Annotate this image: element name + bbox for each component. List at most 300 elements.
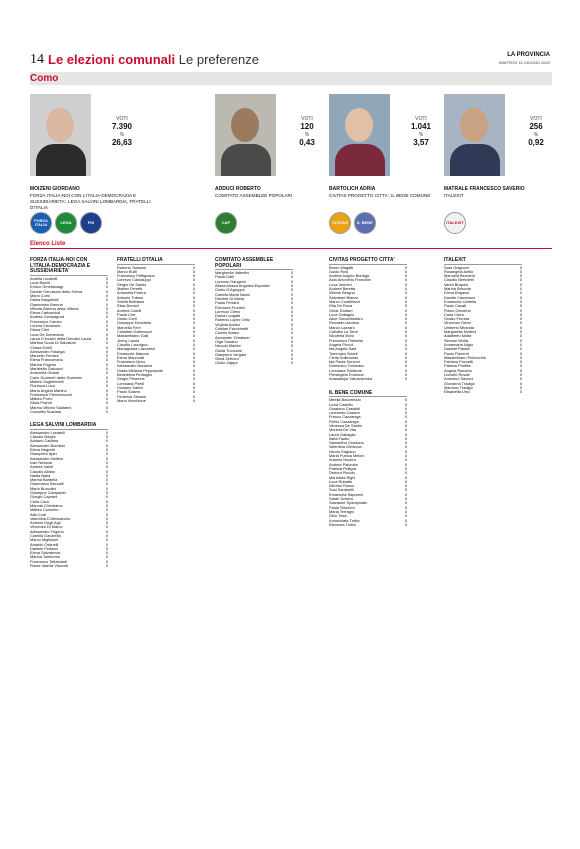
votes-value: 256 (529, 122, 543, 131)
lists-heading: Elenco Liste (30, 241, 66, 247)
candidate-name: Francesco Piermarocchi (30, 392, 72, 397)
candidate-name: Antonella Putera (117, 291, 146, 296)
il-bene-comune-logo-icon: IL BENE (354, 212, 376, 234)
candidate-name: Valentina D'Alessandro (30, 516, 71, 521)
preference-votes: 0 (192, 299, 195, 304)
candidate-name: Alfa Corti (30, 512, 46, 517)
preference-votes: 0 (105, 289, 108, 294)
candidate-name: Maria Terragni (329, 509, 354, 514)
preference-votes: 0 (290, 318, 293, 323)
candidate-name: Vittoria Brenna detta Vittoria (30, 306, 79, 311)
pct-value: 26,63 (111, 138, 133, 147)
preference-votes: 0 (105, 465, 108, 470)
preference-votes: 0 (404, 398, 407, 403)
candidate-name: Nicoletta Moro (329, 334, 355, 339)
candidate-name: Silvia Prandi (30, 401, 52, 406)
preference-votes: 0 (105, 358, 108, 363)
candidate-name: Amelia Locatelli (30, 276, 58, 281)
preference-votes: 0 (404, 423, 407, 428)
candidate-name: Maristella Galcozzi (30, 367, 63, 372)
preference-votes: 0 (519, 368, 522, 373)
candidate-photo (329, 94, 390, 176)
candidate-name: Matteo Porro (30, 397, 53, 402)
list-title: CIVITAS PROGETTO CITTA' (329, 258, 407, 265)
preference-votes: 0 (404, 402, 407, 407)
preference-votes: 0 (105, 293, 108, 298)
preference-votes: 0 (519, 269, 522, 274)
candidate-name: Nadia Baba (30, 473, 51, 478)
candidate-name: Alexander Greatson (215, 335, 250, 340)
preference-votes: 0 (404, 436, 407, 441)
preference-votes: 0 (192, 287, 195, 292)
candidate-name: Diana Bargellotti (30, 298, 59, 303)
candidate-name: Alessandro Nardone (117, 364, 153, 369)
votes-label: VOTI (415, 116, 427, 122)
preference-votes: 0 (105, 328, 108, 333)
candidate-name: Salvatore Spampinato (329, 501, 368, 506)
preference-votes: 0 (105, 542, 108, 547)
candidate-name: Elisabetta Urso (444, 390, 471, 395)
votes-label: VOTI (301, 116, 313, 122)
candidate-name: Annunziata Trotta (329, 518, 360, 523)
preference-votes: 0 (404, 373, 407, 378)
preference-votes: 0 (105, 525, 108, 530)
preference-votes: 0 (192, 295, 195, 300)
preference-votes: 0 (404, 299, 407, 304)
votes-value: 7.390 (111, 122, 133, 131)
preference-votes: 0 (519, 334, 522, 339)
preference-votes: 0 (105, 341, 108, 346)
section-title (48, 52, 259, 67)
candidate-name: Marina Tamborini (30, 555, 60, 560)
candidate-name: Margherita Valentini (215, 271, 250, 276)
preference-votes: 0 (192, 269, 195, 274)
votes-label: VOTI (530, 116, 542, 122)
preference-votes: 0 (404, 368, 407, 373)
candidate-name: Carla Cara (30, 499, 49, 504)
candidate-coalition: ITALEXIT (444, 193, 464, 198)
preference-votes: 0 (105, 392, 108, 397)
candidate-name: Salvatore Bianca (329, 295, 359, 300)
candidate-row (329, 523, 407, 527)
newspaper-brand: LA PROVINCIA (507, 52, 550, 58)
candidate-name: Paolo Sciarra (117, 390, 141, 395)
preference-votes: 0 (404, 274, 407, 279)
candidate-name: Simone Motta (444, 338, 469, 343)
candidate-card (444, 94, 554, 239)
candidate-name: Camilla Gavarella (30, 534, 61, 538)
pct-label: % (304, 132, 310, 138)
preference-votes: 0 (404, 295, 407, 300)
preference-votes: 0 (404, 287, 407, 292)
candidate-name: Carlotta La Torre (329, 330, 358, 335)
candidate-name: Chiara Echili (30, 345, 52, 350)
preference-votes: 0 (290, 292, 293, 297)
candidate-name: MATRALE FRANCESCO SAVERIO (444, 186, 525, 192)
candidate-name: Elena Brigandi (444, 291, 470, 296)
candidate-name: Lorena Ceramore (30, 324, 61, 329)
pct-value: 0,92 (528, 138, 544, 147)
candidate-name: Elena Negretti (30, 448, 55, 453)
candidate-name: Carlo Guarneri detto Guarnieri (30, 375, 83, 380)
party-logos (329, 212, 376, 236)
candidate-name: Guido Corti (117, 317, 137, 322)
preference-votes: 0 (105, 362, 108, 367)
preference-votes: 0 (519, 355, 522, 360)
preference-votes: 0 (404, 321, 407, 326)
candidate-name: Dino Trisa (329, 514, 347, 519)
lega-logo-icon: LEGA (55, 212, 77, 234)
preference-votes: 0 (290, 284, 293, 289)
preference-votes: 0 (404, 441, 407, 446)
party-logos (215, 212, 237, 236)
preference-votes: 0 (290, 344, 293, 349)
candidate-photo (30, 94, 91, 176)
preference-votes: 0 (105, 349, 108, 354)
candidate-name: Marco Miglionini (30, 538, 59, 543)
preference-votes: 0 (105, 302, 108, 307)
candidate-name: Franco Cazzaniga (329, 415, 361, 420)
candidate-card (30, 94, 151, 239)
candidate-name: Claudio Lavorgna (117, 342, 148, 347)
preference-votes: 0 (519, 317, 522, 322)
preference-votes: 0 (290, 322, 293, 327)
candidate-name: Virginia Addeo (215, 322, 241, 327)
list-title: IL BENE COMUNE (329, 391, 407, 398)
candidate-name: Enrico Ornellamagr (30, 285, 64, 290)
preference-votes: 0 (192, 390, 195, 395)
preference-votes: 0 (105, 336, 108, 341)
preference-votes: 0 (404, 377, 407, 382)
candidate-name: Giulia Troncone (215, 348, 243, 353)
candidate-name: Elena Carbaccioli (30, 311, 61, 316)
candidate-name: Antonio Degli Agli (30, 521, 61, 526)
section-subtitle: Le preferenze (178, 52, 259, 67)
candidate-coalition: FORZA ITALIA-NOI CON L'ITALIA-DEMOCRAZIA E SUSSIDIARIETA', LEGA SALVINI LOMBARDIA, FRATELLI D'ITALIA (30, 193, 151, 210)
candidate-name: Omar Dodaro (329, 308, 353, 313)
preference-votes: 0 (404, 492, 407, 497)
preference-votes: 0 (404, 454, 407, 459)
candidate-name: Orazio Ferrara (444, 317, 470, 322)
candidate-name: Andrea Campagnoli (30, 315, 65, 320)
candidate-name: Giorgio Caprani (30, 495, 58, 500)
candidate-card (329, 94, 439, 239)
candidate-name: Aldo Antonello Franchini (329, 278, 371, 283)
candidate-name: Alessandro Molteni (30, 456, 64, 461)
candidate-name: Riccardo Iacolina (329, 321, 359, 326)
candidate-name: Angela Piccoli (329, 342, 354, 347)
preference-votes: 0 (404, 449, 407, 454)
candidate-row (215, 361, 293, 365)
preference-votes: 0 (290, 327, 293, 332)
candidate-name: Marina Frigerio (30, 362, 57, 367)
preference-votes: 0 (105, 473, 108, 478)
candidate-name: Mirella Boccelezzo (329, 398, 362, 403)
candidate-name: Francesco Tettamanti (30, 559, 68, 564)
preference-votes: 0 (404, 522, 407, 527)
preference-votes: 0 (105, 367, 108, 372)
candidate-name: Samantha Giordano (329, 441, 364, 446)
preference-votes: 0 (404, 462, 407, 467)
preference-votes: 0 (105, 388, 108, 393)
preference-votes: 0 (519, 377, 522, 382)
preference-votes: 0 (404, 304, 407, 309)
candidate-name: Adriano Caldara (30, 439, 59, 444)
preference-votes: 0 (192, 338, 195, 343)
preference-votes: 0 (404, 265, 407, 270)
preference-votes: 0 (192, 278, 195, 283)
preference-votes: 0 (404, 282, 407, 287)
candidate-photo (444, 94, 505, 176)
candidate-name: Jenny Lauria (117, 338, 140, 343)
list-column (30, 258, 108, 568)
candidate-name: Martina Scola Di Salvatore (30, 341, 77, 346)
preference-votes: 0 (404, 406, 407, 411)
candidate-name: Paolo Pizzenti (444, 351, 469, 356)
list-column (444, 258, 522, 395)
preference-votes: 0 (192, 334, 195, 339)
candidate-name: Andrea Beretta (329, 287, 356, 292)
candidate-name: Concetta Scarlata (30, 409, 61, 414)
candidate-name: Adalberto Motta (444, 334, 472, 339)
preference-votes: 0 (105, 551, 108, 556)
candidate-name: Marco Contellezzi (329, 299, 360, 304)
candidate-name: Mario Buccolini (30, 486, 57, 491)
preference-votes: 0 (192, 317, 195, 322)
preference-votes: 0 (404, 334, 407, 339)
pct-value: 3,57 (413, 138, 429, 147)
candidate-name: Bruno Magatti (329, 265, 354, 270)
preference-votes: 0 (290, 301, 293, 306)
candidate-name: Luca Gabaglio (329, 312, 355, 317)
preference-votes: 0 (105, 559, 108, 564)
preference-votes: 0 (290, 271, 293, 276)
preference-votes: 0 (404, 308, 407, 313)
preference-votes: 0 (404, 466, 407, 471)
candidate-name: Cicerio Addeo (215, 331, 240, 336)
preference-votes: 0 (192, 347, 195, 352)
candidate-name: Mario Corio (30, 293, 51, 298)
candidate-name: Morena De Vita (329, 428, 356, 433)
preference-votes: 0 (404, 428, 407, 433)
preference-votes: 0 (290, 352, 293, 357)
candidate-stats (287, 116, 327, 148)
candidate-photo (215, 94, 276, 176)
preference-votes: 0 (105, 332, 108, 337)
preference-votes: 0 (404, 514, 407, 519)
preference-votes: 0 (105, 486, 108, 491)
candidate-name: Marina Bardella (30, 478, 58, 483)
preference-votes: 0 (404, 475, 407, 480)
preference-votes: 0 (404, 518, 407, 523)
candidate-name: Flavia Valeria Visconti (30, 564, 68, 569)
candidate-name: Sheila Beltrame (117, 299, 145, 304)
preference-votes: 0 (519, 312, 522, 317)
preference-votes: 0 (404, 509, 407, 514)
list-title: FRATELLI D'ITALIA (117, 258, 195, 265)
preference-votes: 0 (105, 534, 108, 538)
candidate-row (117, 399, 195, 403)
preference-votes: 0 (105, 452, 108, 457)
candidate-name: Marcello Ferrara (30, 354, 59, 359)
preference-votes: 0 (404, 497, 407, 502)
preference-votes: 0 (105, 503, 108, 508)
preference-votes: 0 (192, 355, 195, 360)
candidate-name: Sara Giagnoni (444, 265, 469, 270)
preference-votes: 0 (192, 360, 195, 365)
preference-votes: 0 (105, 448, 108, 453)
preference-votes: 0 (105, 478, 108, 483)
list-column (215, 258, 293, 366)
candidate-name: Davide Gervasoni detto Gerva (30, 289, 83, 294)
preference-votes: 0 (519, 347, 522, 352)
preference-votes: 0 (519, 364, 522, 369)
list-title: LEGA SALVINI LOMBARDIA (30, 423, 108, 430)
preference-votes: 0 (404, 317, 407, 322)
candidate-name: Lorenzo Cierci (215, 309, 241, 314)
candidate-stats (102, 116, 142, 148)
candidate-name: Annamaria Nigro (444, 342, 474, 347)
preference-votes: 0 (105, 521, 108, 526)
preference-votes: 0 (404, 419, 407, 424)
preference-votes: 0 (192, 394, 195, 399)
candidate-name: Daniele Pastori (444, 347, 471, 352)
preference-votes: 0 (105, 375, 108, 380)
candidate-name: Vanessa De Santis (329, 423, 362, 428)
candidate-name: Debora Piccolo (329, 471, 356, 476)
candidate-name: Andrea Valeri (30, 465, 54, 470)
preference-votes: 0 (105, 439, 108, 444)
candidate-name: Guido Zappa (215, 361, 238, 366)
candidate-name: Marco Lazzaro (329, 325, 355, 330)
preference-votes: 0 (290, 288, 293, 293)
preference-votes: 0 (404, 338, 407, 343)
candidate-name: Paola Galli (215, 275, 234, 280)
candidate-name: Graziano Castaldi (329, 406, 360, 411)
candidate-name: Lionello Rovati (444, 373, 470, 378)
candidate-name: Alissa Alessa Angelica Esposito (215, 284, 270, 289)
preference-votes: 0 (105, 285, 108, 290)
cap-logo-icon: CAP (215, 212, 237, 234)
candidate-name: Mario Vecchione (117, 398, 146, 403)
candidate-name: Ilaria Fiadlo (329, 436, 350, 441)
preference-votes: 0 (519, 373, 522, 378)
candidate-name: Guido Rovi (329, 269, 349, 274)
candidate-name: Loredana Pirelli (117, 381, 145, 386)
preference-votes: 0 (192, 385, 195, 390)
candidate-name: Maria Franca Meloni (329, 454, 365, 459)
candidate-name: Lucia Castello (329, 402, 354, 407)
candidate-name: Pierangela Tomeson (329, 373, 365, 378)
preference-votes: 0 (404, 364, 407, 369)
candidate-name: MOIZENI GIORDANO (30, 186, 80, 192)
candidate-name: Francesco Caruso (30, 319, 62, 324)
candidate-name: Umberto Miranda (444, 325, 475, 330)
candidate-name: Rita De Rosa (329, 304, 353, 309)
forza-italia-logo-icon: FORZA ITALIA (30, 212, 52, 234)
preference-votes: 0 (519, 385, 522, 390)
preference-votes: 0 (192, 325, 195, 330)
pct-value: 0,43 (299, 138, 315, 147)
candidate-name: Lorenzo Gangemi (215, 279, 246, 284)
city-name: Como (30, 73, 59, 84)
candidate-name: Eleonora Trotta (329, 522, 356, 527)
preference-votes: 0 (404, 484, 407, 489)
preference-votes: 0 (519, 274, 522, 279)
candidate-row (30, 564, 108, 568)
preference-votes: 0 (105, 315, 108, 320)
pct-label: % (119, 132, 125, 138)
pct-label: % (418, 132, 424, 138)
candidate-name: Marcella Ferri (117, 325, 141, 330)
candidate-name: Fiorenza Luca (30, 384, 55, 389)
candidate-name: Alessandro Locatelli (30, 430, 65, 435)
preference-votes: 0 (290, 348, 293, 353)
preference-votes: 0 (519, 330, 522, 335)
preference-votes: 0 (519, 304, 522, 309)
preference-votes: 0 (519, 299, 522, 304)
preference-votes: 0 (290, 361, 293, 366)
preference-votes: 0 (404, 347, 407, 352)
candidate-name: Luca Rubatto (329, 479, 353, 484)
list-title: ITALEXIT (444, 258, 522, 265)
preference-votes: 0 (519, 390, 522, 395)
candidate-name: Marco Butti (117, 269, 137, 274)
candidate-name: Vincenzo Di Marco (30, 525, 63, 530)
preference-votes: 0 (105, 469, 108, 474)
candidate-name: Diana Cieri (30, 328, 50, 333)
candidate-name: Alice Giancristofaro (329, 317, 363, 322)
preference-votes: 0 (404, 415, 407, 420)
candidate-name: Susi Santarelli (329, 488, 354, 493)
candidate-name: Pietro Cazzaniga (329, 419, 359, 424)
candidate-name: Claudio Bertoletti (444, 278, 474, 283)
preference-votes: 0 (290, 275, 293, 280)
candidate-name: Ivan Neveda (30, 460, 52, 465)
preference-votes: 0 (105, 456, 108, 461)
candidate-name: Carla Cierci (444, 312, 465, 317)
candidate-row (444, 390, 522, 394)
preference-votes: 0 (519, 295, 522, 300)
preference-votes: 0 (105, 311, 108, 316)
candidate-name: Matteo Guglielmetti (30, 379, 64, 384)
candidate-name: Antonio Tufano (117, 295, 144, 300)
candidate-name: Nicola Gagiano (329, 449, 356, 454)
candidate-name: Maurizio Tradigo (444, 385, 473, 390)
votes-value: 1.041 (410, 122, 432, 131)
candidate-name: Vittorio Bergna (329, 291, 355, 296)
candidate-name: Cristian Facchinetti (215, 327, 249, 332)
preference-votes: 0 (105, 495, 108, 500)
preference-votes: 0 (105, 555, 108, 560)
candidate-name: Benedetta Pedraglio (117, 373, 153, 378)
candidate-stats (516, 116, 556, 148)
lists-bar (30, 240, 552, 249)
preference-votes: 0 (290, 335, 293, 340)
preference-votes: 0 (105, 546, 108, 551)
preference-votes: 0 (519, 308, 522, 313)
preference-votes: 0 (105, 298, 108, 303)
preference-votes: 0 (404, 351, 407, 356)
preference-votes: 0 (192, 398, 195, 403)
preference-votes: 0 (192, 364, 195, 369)
candidate-name: Flavio Chiolerio (444, 308, 471, 313)
candidate-name: Matteo Colombo (30, 508, 59, 513)
candidate-name: Paolo Casati (444, 304, 467, 309)
preference-votes: 0 (105, 371, 108, 376)
candidate-name: Giampiero Ajani (30, 452, 58, 457)
candidate-name: Olga Sudano (215, 339, 238, 344)
